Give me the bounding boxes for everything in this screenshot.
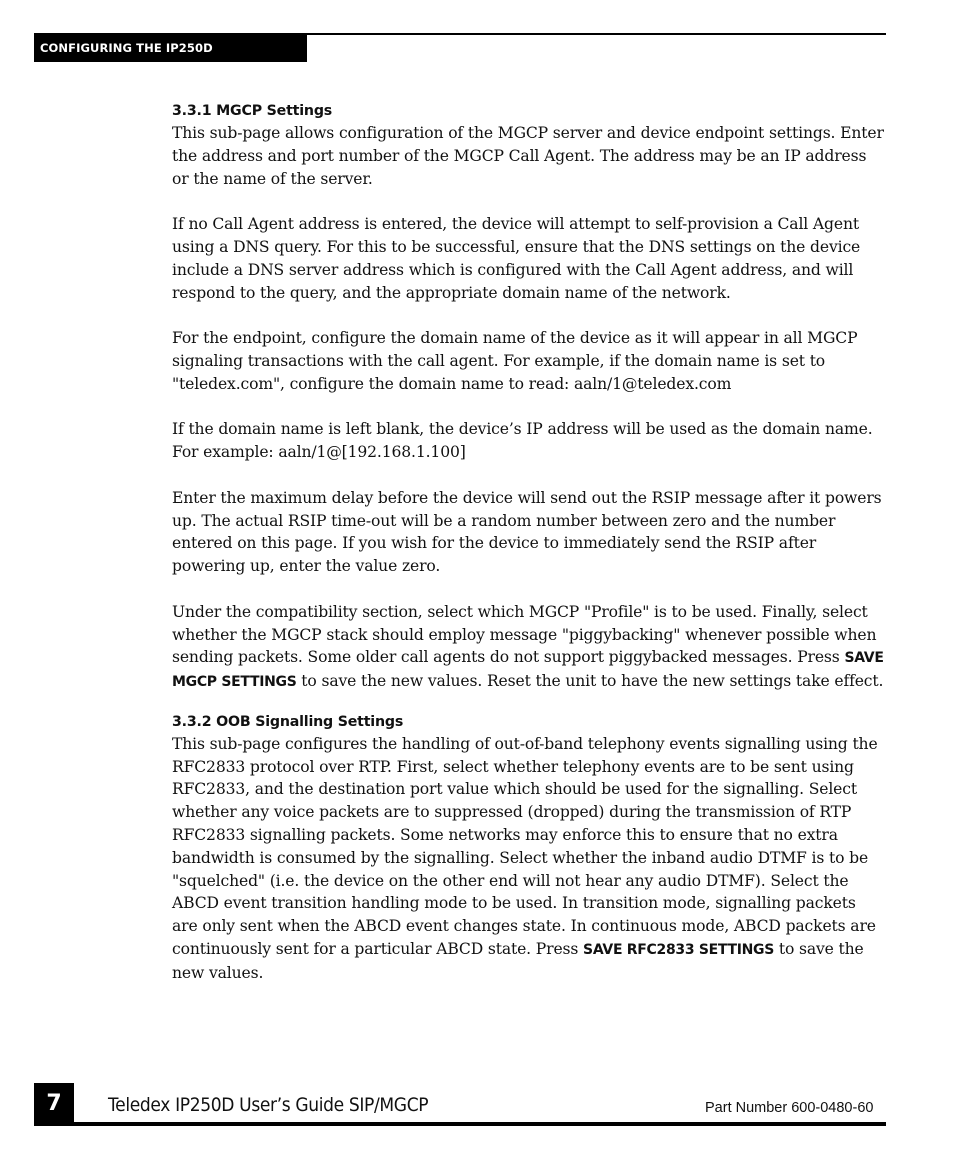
- save-mgcp-settings-reference: SAVE MGCP SETTINGS: [172, 650, 884, 691]
- part-number: Part Number 600-0480-60: [705, 1100, 874, 1116]
- paragraph-text: to save the new values.: [172, 939, 864, 982]
- paragraph: If no Call Agent address is entered, the device will attempt to self-provision a Call Agent using a DNS query. For this to be successful, ensure that the DNS settings on the device include a DNS server address which is configured with the Call Agent address, and will respond to the query, and the appropriate domain name of the network.: [172, 215, 861, 302]
- running-header: CONFIGURING THE IP250D: [34, 35, 307, 62]
- paragraph: For the endpoint, configure the domain name of the device as it will appear in all MGCP signaling transactions with the call agent. For example, if the domain name is set to "teledex.com", configure the domain name to read: aaln/1@teledex.com: [172, 329, 858, 393]
- page-body: [172, 100, 884, 1007]
- section-heading-mgcp: 3.3.1 MGCP Settings: [172, 103, 333, 119]
- paragraph: If the domain name is left blank, the device’s IP address will be used as the domain name. For example: aaln/1@[192.168.1.100]: [172, 420, 873, 462]
- paragraph: Enter the maximum delay before the device will send out the RSIP message after it powers up. The actual RSIP time-out will be a random number between zero and the number entered on this page. If you wish for the device to immediately send the RSIP after powering up, enter the value zero.: [172, 488, 882, 576]
- paragraph-text: This sub-page configures the handling of out-of-band telephony events signalling using the RFC2833 protocol over RTP. First, select whether telephony events are to be sent using RFC2833, and the destination port value which should be used for the signalling. Select whether any voice packets are to suppressed (dropped) during the transmission of RTP RFC2833 signalling packets. Some networks may enforce this to ensure that no extra bandwidth is consumed by the signalling. Select whether the inband audio DTMF is to be "squelched" (i.e. the device on the other end will not hear any audio DTMF). Select the ABCD event transition handling mode to be used. In transition mode, signalling packets are only sent when the ABCD event changes state. In continuous mode, ABCD packets are continuously sent for a particular ABCD state. Press: [172, 734, 878, 958]
- footer-title: Teledex IP250D User’s Guide SIP/MGCP: [108, 1094, 429, 1116]
- page-number: 7: [34, 1083, 74, 1125]
- paragraph-text: to save the new values. Reset the unit to have the new settings take effect.: [296, 672, 884, 691]
- paragraph-text: Under the compatibility section, select which MGCP "Profile" is to be used. Finally, select whether the MGCP stack should employ message "piggybacking" whenever possible when sending packets. Some older call agents do not support piggybacked messages. Press: [172, 602, 877, 667]
- paragraph: [172, 601, 884, 694]
- paragraph: [172, 733, 884, 985]
- save-rfc2833-settings-reference: SAVE RFC2833 SETTINGS: [583, 941, 775, 958]
- section-heading-oob: 3.3.2 OOB Signalling Settings: [172, 713, 404, 730]
- bottom-rule: [34, 1122, 886, 1126]
- paragraph: This sub-page allows configuration of the MGCP server and device endpoint settings. Enter the address and port number of the MGCP Call Agent. The address may be an IP address or the name of the server.: [172, 124, 884, 188]
